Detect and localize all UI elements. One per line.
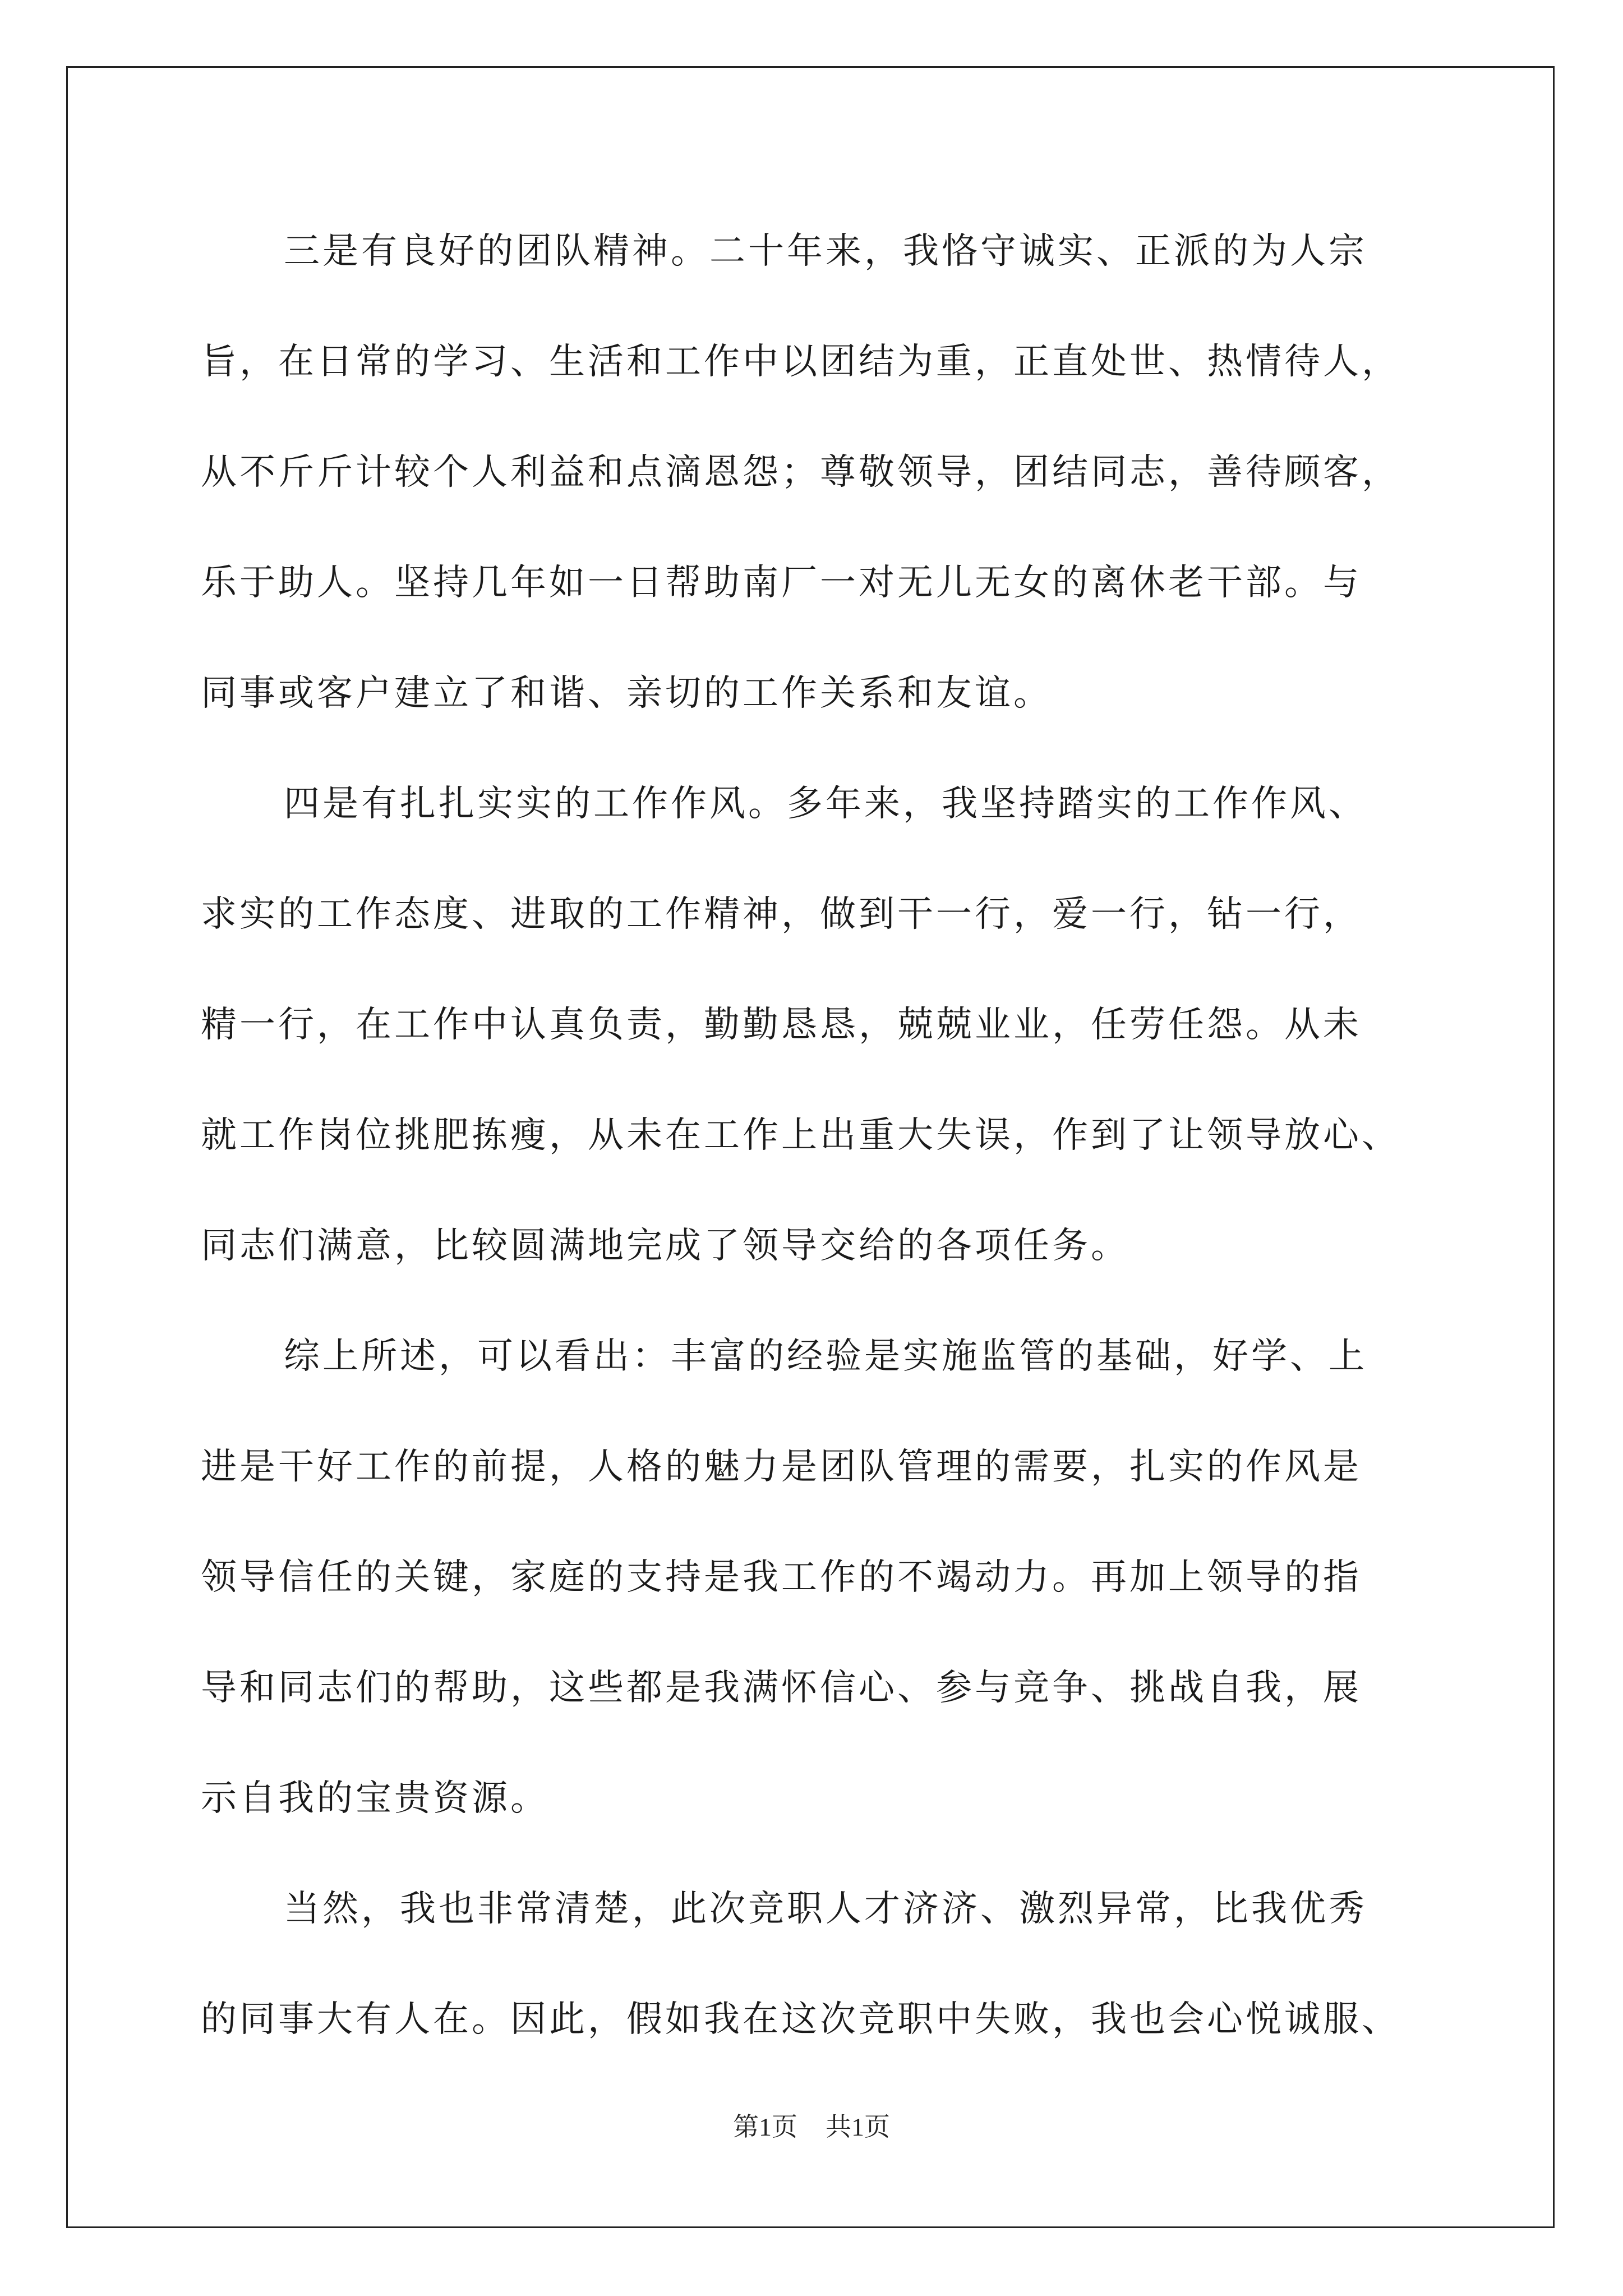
paragraph-line: 从不斤斤计较个人利益和点滴恩怨；尊敬领导，团结同志，善待顾客， (201, 452, 1400, 493)
paragraph-line: 的同事大有人在。因此，假如我在这次竞职中失败，我也会心悦诚服、 (201, 1999, 1400, 2040)
document-body (201, 206, 1429, 2085)
paragraph-line: 三是有良好的团队精神。二十年来，我恪守诚实、正派的为人宗 (284, 231, 1367, 272)
paragraph-line: 进是干好工作的前提，人格的魅力是团队管理的需要，扎实的作风是 (201, 1446, 1362, 1488)
paragraph-line: 旨，在日常的学习、生活和工作中以团结为重，正直处世、热情待人， (201, 341, 1400, 383)
paragraph-line: 示自我的宝贵资源。 (201, 1778, 549, 1819)
paragraph-line: 导和同志们的帮助，这些都是我满怀信心、参与竞争、挑战自我，展 (201, 1667, 1362, 1709)
paragraph-line: 求实的工作态度、进取的工作精神，做到干一行，爱一行，钻一行， (201, 894, 1362, 935)
paragraph-line: 就工作岗位挑肥拣瘦，从未在工作上出重大失误，作到了让领导放心、 (201, 1115, 1400, 1156)
paragraph-line: 四是有扎扎实实的工作作风。多年来，我坚持踏实的工作作风、 (284, 783, 1367, 825)
page-total: 共1页 (826, 2113, 890, 2141)
page-number: 第1页 (733, 2113, 797, 2141)
paragraph-line: 领导信任的关键，家庭的支持是我工作的不竭动力。再加上领导的指 (201, 1557, 1362, 1598)
paragraph-line: 乐于助人。坚持几年如一日帮助南厂一对无儿无女的离休老干部。与 (201, 562, 1362, 604)
paragraph-line: 综上所述，可以看出：丰富的经验是实施监管的基础，好学、上 (284, 1336, 1367, 1377)
paragraph-line: 同志们满意，比较圆满地完成了领导交给的各项任务。 (201, 1225, 1129, 1267)
paragraph-line: 同事或客户建立了和谐、亲切的工作关系和友谊。 (201, 673, 1052, 714)
paragraph-line: 当然，我也非常清楚，此次竞职人才济济、激烈异常，比我优秀 (284, 1888, 1367, 1930)
paragraph-line: 精一行，在工作中认真负责，勤勤恳恳，兢兢业业，任劳任怨。从未 (201, 1004, 1362, 1046)
page-footer (0, 2110, 1623, 2144)
